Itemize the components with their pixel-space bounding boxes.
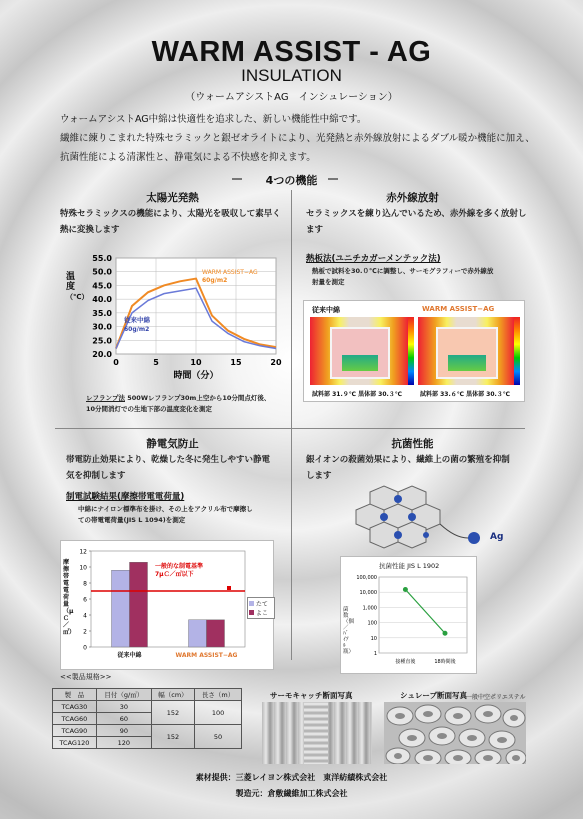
- q4-text-line: します: [306, 471, 332, 481]
- q3-title: 静電気防止: [146, 438, 199, 450]
- page-subtitle: INSULATION: [241, 66, 342, 85]
- temperature-chart: [80, 250, 285, 390]
- q2-text: [306, 206, 531, 238]
- x-tick-label: 従来中綿: [117, 652, 142, 659]
- bar: [112, 570, 130, 647]
- y-tick-label: 10: [370, 635, 377, 642]
- x-tick-label: 5: [153, 358, 159, 367]
- footer-material-supply: 素材提供：三菱レイヨン株式会社 東洋紡績株式会社: [195, 773, 388, 782]
- reference-marker: [227, 586, 231, 590]
- series-label-conventional-weight: 60g/m2: [124, 326, 150, 333]
- photo-core: [304, 702, 328, 764]
- y-tick-label: 25.0: [92, 336, 112, 346]
- y-tick-label: 35.0: [92, 308, 112, 318]
- y-tick-label: 30.0: [92, 322, 112, 332]
- x-tick-label: 15: [230, 358, 242, 367]
- y-tick-label: 20.0: [92, 350, 112, 359]
- quadrant-divider-horizontal: [55, 428, 525, 429]
- spec-cell: 152: [151, 725, 194, 749]
- y-tick-label: 1: [373, 651, 377, 657]
- y-tick-label: 0: [83, 644, 87, 652]
- legend-label: たて: [255, 601, 268, 608]
- photo-caption-shell: シュレープ断面写真: [400, 691, 467, 700]
- q2-text-line: ます: [306, 225, 324, 235]
- spec-cell: 60: [96, 713, 151, 725]
- q3-text-line: 帯電防止効果により、乾燥した冬に発生しやすい静電: [66, 455, 271, 465]
- spec-cell: TCAG30: [53, 701, 97, 713]
- q4-text-line: 銀イオンの殺菌効果により、繊維上の菌の繁殖を抑制: [306, 455, 510, 465]
- thermo-image-warm-assist: [418, 317, 514, 385]
- charge-standard-line: 一般的な制電基準: [155, 563, 204, 570]
- thermo-label-conventional: 従来中綿: [312, 306, 340, 314]
- q1-text-line: 特殊セラミックスの機能により、太陽光を吸収して素早く: [60, 209, 281, 219]
- q1-ylabel-part: 度: [66, 282, 76, 292]
- q1-text: [60, 206, 285, 238]
- bar: [207, 620, 225, 647]
- spec-table: [52, 688, 242, 749]
- x-tick-label: 接種直後: [395, 659, 416, 665]
- y-tick-label: 8: [83, 580, 87, 588]
- charge-chart: [73, 541, 273, 669]
- antibacterial-chart-title: 抗菌性能 JIS L 1902: [379, 562, 440, 570]
- antibacterial-chart: [349, 557, 474, 673]
- thermo-scale: [514, 317, 520, 385]
- table-row: [53, 725, 242, 737]
- charge-chart-legend: [247, 597, 275, 619]
- hollow-fiber-illustration: [384, 702, 526, 764]
- antibacterial-chart-ylabel: 菌数（個／ﾊﾞｲｱﾙ瓶）: [343, 607, 355, 655]
- spec-cell: 100: [195, 701, 242, 725]
- shell-photo: [384, 702, 526, 764]
- spec-header-cell: 製 品: [53, 689, 97, 701]
- x-tick-label: 0: [113, 358, 119, 367]
- zeolite-structure-illustration: [340, 480, 520, 560]
- page-title: WARM ASSIST - AG: [151, 36, 432, 68]
- thermo-image-conventional: [310, 317, 408, 385]
- q2-desc-line: 熱板で試料を30.０℃に調整し、サーモグラフィーで赤外線放: [312, 267, 494, 275]
- thermo-sample: [436, 327, 498, 379]
- q2-title: 赤外線放射: [386, 192, 439, 204]
- intro-text: [60, 110, 540, 167]
- thermo-label-warm-assist: WARM ASSIST−AG: [422, 305, 495, 313]
- y-tick-label: 1,000: [362, 605, 377, 612]
- y-tick-label: 100,000: [356, 575, 377, 581]
- photo-caption-thermo-catch: サーモキャッチ断面写真: [270, 691, 353, 700]
- q3-text-line: 気を抑制します: [66, 471, 126, 481]
- data-point: [443, 631, 448, 636]
- data-point: [403, 587, 408, 592]
- x-tick-label: 18時間後: [434, 659, 456, 665]
- y-tick-label: 55.0: [92, 254, 112, 263]
- spec-header-row: [53, 689, 242, 701]
- q1-note-line: 10分間消灯での生地下部の温度変化を測定: [86, 405, 213, 413]
- q3-method: 制電試験結果(摩擦帯電電荷量): [66, 492, 185, 502]
- x-tick-label: 10: [190, 358, 202, 367]
- x-axis-label: 時間（分）: [173, 371, 219, 381]
- heading-dash: [328, 178, 338, 180]
- thermo-result-warm-assist: 試料部 33.６℃ 黒体部 30.３℃: [420, 391, 511, 398]
- q1-ylabel-part: （℃）: [66, 293, 89, 301]
- spec-cell: 120: [96, 737, 151, 749]
- thermo-scale: [408, 317, 414, 385]
- q1-text-line: 熱に変換します: [60, 225, 120, 235]
- y-tick-label: 6: [83, 596, 87, 604]
- x-tick-label: 20: [270, 358, 282, 367]
- intro-line: 繊維に練りこまれた特殊セラミックと銀ゼオライトにより、光発熱と赤外線放射によるダブル暖か機能に加え、: [60, 133, 535, 144]
- q2-method: 熱板法(ユニチカガーメンテック法): [306, 254, 441, 264]
- series-label-warm-assist: WARM ASSIST−AG: [202, 269, 258, 276]
- thermo-blackbody: [448, 355, 486, 371]
- intro-line: ウォームアシストAG中綿は快適性を追求した、新しい機能性中綿です。: [60, 114, 367, 125]
- x-tick-label: WARM ASSIST−AG: [175, 652, 238, 659]
- thermography-panel: [303, 300, 525, 402]
- y-tick-label: 10,000: [359, 590, 377, 597]
- footer-manufacturer: 製造元：倉敷繊維加工株式会社: [235, 789, 348, 798]
- antibacterial-chart-box: [340, 556, 477, 674]
- spec-header-cell: 幅（cm）: [151, 689, 194, 701]
- q3-text: [66, 452, 291, 484]
- spec-cell: 30: [96, 701, 151, 713]
- spec-heading: <<製品規格>>: [60, 673, 112, 681]
- spec-cell: 152: [151, 701, 194, 725]
- spec-header-cell: 長さ（m）: [195, 689, 242, 701]
- bar: [130, 562, 148, 647]
- q3-desc-line: 中綿にナイロン標準布を掛け、その上をアクリル布で摩擦し: [78, 505, 253, 513]
- y-tick-label: 50.0: [92, 267, 112, 277]
- table-row: [53, 701, 242, 713]
- legend-swatch: [249, 601, 254, 606]
- series-label-warm-assist-weight: 60g/m2: [202, 277, 228, 284]
- spec-cell: 50: [195, 725, 242, 749]
- page-katakana: （ウォームアシストAG インシュレーション）: [185, 92, 398, 103]
- q2-desc: [312, 266, 532, 288]
- q1-note-line: [86, 393, 291, 404]
- q1-note-label: レフランプ法: [86, 394, 125, 402]
- q4-title: 抗菌性能: [391, 438, 434, 450]
- q3-desc-line: ての帯電電荷量(JIS L 1094)を測定: [78, 516, 186, 524]
- q1-note-text: 500Wレフランプ30m上空から10分間点灯後、: [127, 394, 271, 402]
- spec-cell: 90: [96, 725, 151, 737]
- thermo-catch-photo: [262, 702, 372, 764]
- y-tick-label: 2: [83, 628, 87, 636]
- q2-text-line: セラミックスを練り込んでいるため、赤外線を多く放射し: [306, 209, 527, 219]
- y-tick-label: 10: [79, 564, 87, 572]
- charge-chart-box: [60, 540, 274, 670]
- y-tick-label: 100: [367, 620, 377, 627]
- thermo-result-conventional: 試料部 31.９℃ 黒体部 30.３℃: [312, 391, 403, 398]
- spec-cell: TCAG90: [53, 725, 97, 737]
- silver-ion-label: Ag: [490, 532, 504, 542]
- y-tick-label: 45.0: [92, 281, 112, 291]
- features-heading: 4つの機能: [265, 174, 318, 187]
- legend-item-tate: [249, 599, 273, 608]
- series-label-conventional: 従来中綿: [124, 316, 150, 324]
- charge-standard-label: [155, 563, 203, 579]
- legend-item-yoko: [249, 608, 273, 617]
- q1-title: 太陽光発熱: [146, 192, 199, 204]
- y-tick-label: 40.0: [92, 295, 112, 305]
- legend-swatch: [249, 610, 254, 615]
- q3-desc: [78, 504, 288, 526]
- legend-label: よこ: [255, 610, 268, 617]
- y-tick-label: 12: [79, 548, 87, 556]
- plot-area: [379, 577, 467, 653]
- spec-cell: TCAG60: [53, 713, 97, 725]
- thermo-sample: [330, 327, 390, 379]
- intro-line: 抗菌性能による清潔性と、静電気による不快感を抑えます。: [60, 152, 316, 163]
- charge-chart-ylabel: 摩擦帯電電荷量（μＣ／㎡）: [63, 559, 76, 636]
- spec-cell: TCAG120: [53, 737, 97, 749]
- thermo-blackbody: [342, 355, 378, 371]
- q1-ylabel-part: 温: [66, 272, 76, 282]
- quadrant-divider-vertical: [291, 190, 292, 660]
- q2-desc-line: 射量を測定: [312, 278, 345, 286]
- photo-caption-polyester: 一般中空ポリエステル: [466, 694, 526, 701]
- q1-note: [86, 393, 291, 415]
- charge-standard-line: 7μＣ／㎡以下: [155, 571, 194, 578]
- spec-header-cell: 目付（g/㎡）: [96, 689, 151, 701]
- y-tick-label: 4: [83, 612, 87, 620]
- bar: [189, 620, 207, 647]
